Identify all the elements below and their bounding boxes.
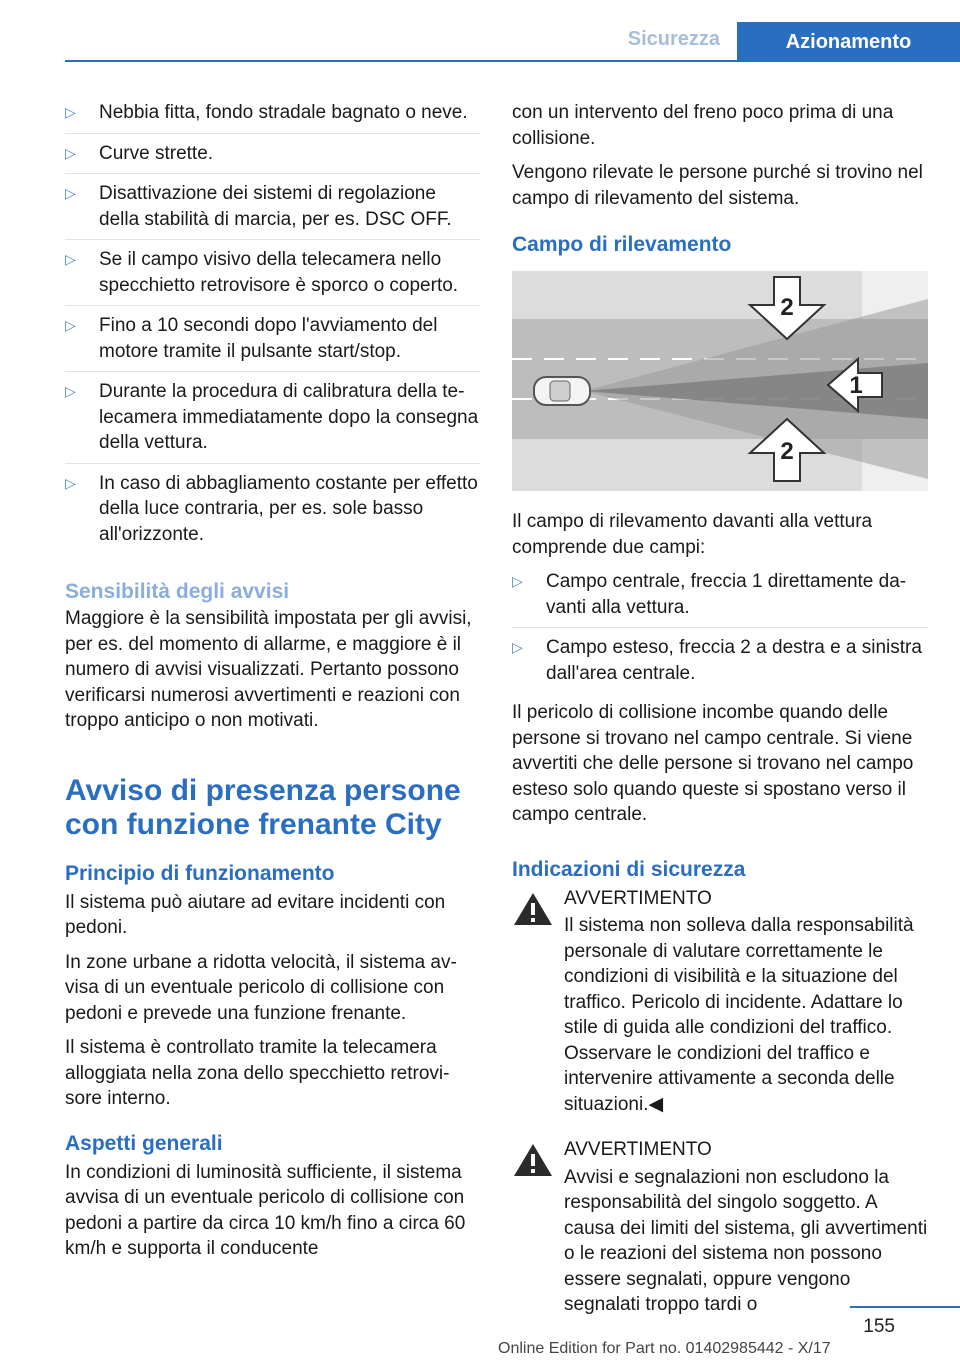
principle-paragraph-1: Il sistema può aiutare ad evitare incidenti con pedoni.	[65, 891, 446, 938]
continuation-paragraph-2: Vengono rilevate le persone purché si trovino nel campo di rilevamento del sistema.	[512, 162, 923, 209]
sensitivity-heading: Sensibilità degli avvisi	[65, 580, 290, 603]
svg-text:1: 1	[849, 372, 863, 399]
general-heading: Aspetti generali	[65, 1131, 223, 1155]
principle-paragraph-3: Il sistema è controllato tramite la telecamera alloggiata nella zona dello specchietto retrovisore interno.	[65, 1037, 450, 1109]
page-number: 155	[863, 1316, 895, 1337]
warning-title: AVVERTIMENTO	[564, 1139, 712, 1160]
warning-triangle-icon	[512, 1141, 554, 1179]
warning-text: Avvisi e segnalazioni non escludono la responsabilità del singolo soggetto. A causa dei limiti del sistema, gli avvertimenti o le reazioni del sistema non possono essere segnalati, oppure vengono segnalati troppo tardi o	[564, 1166, 928, 1315]
sensitivity-text: Maggiore è la sensibilità impostata per gli avvisi, per es. del momento di allarme, e maggiore è il numero di avvisi visualizzati. Pertanto possono verificarsi numerosi avvertimenti e reazioni con troppo anticipo o non motivati.	[65, 608, 472, 731]
main-heading: Avviso di presenza persone con funzione frenante City	[65, 773, 461, 841]
safety-heading: Indicazioni di sicurezza	[512, 857, 746, 881]
detection-range-diagram	[512, 271, 928, 491]
chapter-tab[interactable]: Azionamento	[737, 22, 960, 62]
range-intro: Il campo di rilevamento davanti alla vettura comprende due campi:	[512, 511, 873, 558]
header-rule	[65, 60, 960, 62]
list-item: ▷ Campo esteso, freccia 2 a destra e a sinistra dall'area centrale.	[512, 637, 922, 684]
conditions-list	[65, 100, 480, 554]
warning-text: Il sistema non solleva dalla responsabilità personale di valutare correttamente le condizioni di visibilità e la situazione del traffico. Pericolo di incidente. Adattare lo stile di guida alle condizioni del traffico. Osservare le condizioni del traffico e intervenire attivamente a seconda delle situazioni.◀	[564, 915, 914, 1115]
triangle-bullet-icon: ▷	[512, 639, 523, 655]
continuation-paragraph-1: con un intervento del freno poco prima di una collisione.	[512, 102, 894, 149]
edition-note: Online Edition for Part no. 01402985442 - X/17	[498, 1340, 831, 1357]
range-text: Il pericolo di collisione incombe quando delle persone si trovano nel campo centrale. Si viene avvertiti che delle persone si trovano nel campo esteso solo quando queste si spostano verso il campo centrale.	[512, 702, 914, 825]
list-item: ▷ Se il campo visivo della telecamera nello specchietto retrovisore è sporco o coperto.	[65, 247, 480, 306]
left-column	[65, 100, 480, 1271]
principle-paragraph-2: In zone urbane a ridotta velocità, il sistema avvisa di un eventuale pericolo di collisione con pedoni e prevede una funzione frenante.	[65, 951, 457, 1024]
general-text: In condizioni di luminosità sufficiente, il sistema avvisa di un eventuale pericolo di collisione con pedoni a partire da circa 10 km/h fino a circa 60 km/h e supporta il conducente	[65, 1161, 466, 1259]
list-item: ▷ Campo centrale, freccia 1 direttamente davanti alla vettura.	[512, 569, 928, 628]
triangle-bullet-icon: ▷	[65, 185, 76, 201]
list-item: ▷ Fino a 10 secondi dopo l'avviamento del motore tramite il pulsante start/stop.	[65, 313, 480, 372]
list-item: ▷ Curve strette.	[65, 141, 480, 175]
vehicle-icon	[534, 377, 590, 405]
triangle-bullet-icon: ▷	[65, 104, 76, 120]
range-list	[512, 569, 928, 693]
warning-triangle-icon	[512, 890, 554, 928]
footer-rule	[850, 1306, 960, 1308]
right-column	[512, 100, 928, 1318]
list-item: ▷ Disattivazione dei sistemi di regolazione della stabilità di marcia, per es. DSC OFF.	[65, 181, 480, 240]
triangle-bullet-icon: ▷	[65, 251, 76, 267]
principle-heading: Principio di funzionamento	[65, 861, 335, 885]
page-header	[65, 0, 960, 62]
svg-text:2: 2	[780, 438, 794, 465]
triangle-bullet-icon: ▷	[512, 573, 523, 589]
triangle-bullet-icon: ▷	[65, 474, 76, 491]
triangle-bullet-icon: ▷	[65, 144, 76, 161]
triangle-bullet-icon: ▷	[65, 383, 76, 399]
warning-title: AVVERTIMENTO	[564, 887, 712, 909]
list-item: ▷ In caso di abbagliamento costante per effetto della luce contraria, per es. sole basso all'orizzonte.	[65, 472, 478, 545]
section-tab[interactable]: Sicurezza	[627, 28, 720, 50]
svg-text:2: 2	[780, 294, 794, 321]
triangle-bullet-icon: ▷	[65, 317, 76, 333]
list-item: ▷ Nebbia fitta, fondo stradale bagnato o neve.	[65, 100, 480, 134]
detection-range-figure	[512, 271, 928, 491]
warning-block-2	[512, 1137, 928, 1318]
warning-block-1	[512, 886, 928, 1118]
list-item: ▷ Durante la procedura di calibratura della telecamera immediatamente dopo la consegna della vettura.	[65, 379, 480, 464]
detection-range-heading: Campo di rilevamento	[512, 233, 732, 256]
